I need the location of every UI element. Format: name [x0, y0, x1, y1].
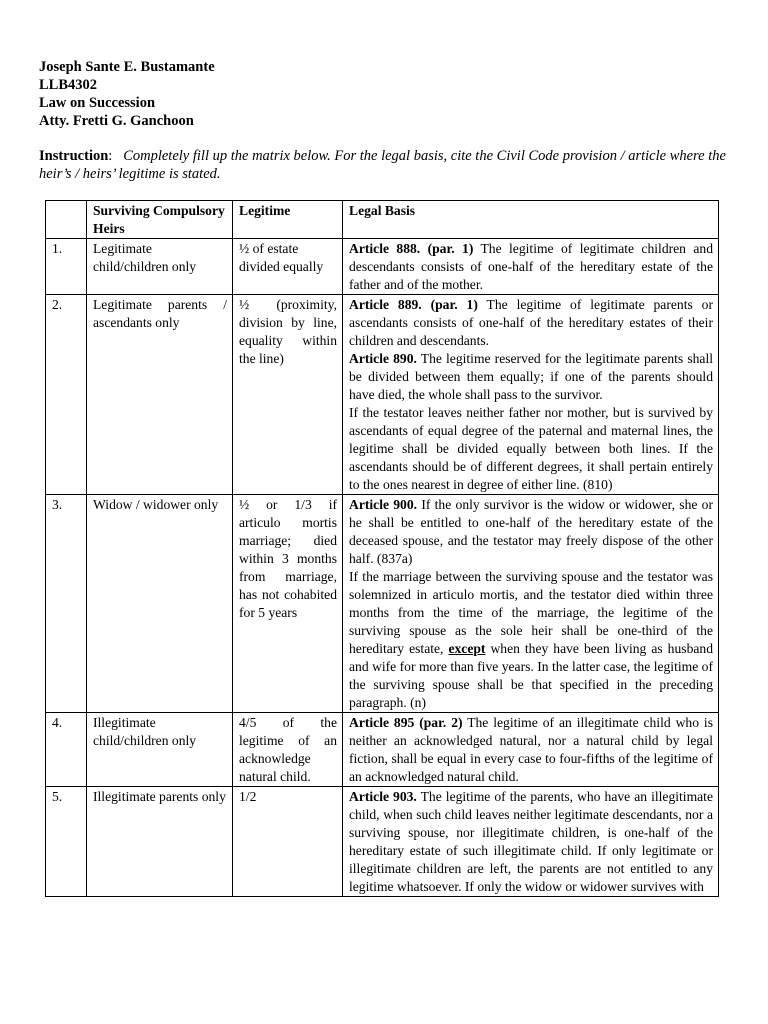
- professor-name: Atty. Fretti G. Ganchoon: [39, 113, 194, 129]
- article-text: The legitime of legitimate children and descendants consists of one-half of the hereditary estate of the father and of the mother.: [349, 241, 713, 292]
- table-header-row: [46, 201, 719, 239]
- article-citation: Article 889. (par. 1): [349, 297, 478, 312]
- article-text: If the testator leaves neither father nor mother, but is survived by ascendants of equal degree of the paternal and maternal lines, the legitime shall be divided equally between both lines. If the ascendants should be of different degrees, it shall pertain entirely to the ones nearest in degree of either line. (810): [349, 405, 713, 492]
- row-number: 5.: [46, 787, 87, 897]
- header-surviving-heirs: Surviving Compulsory Heirs: [87, 201, 233, 239]
- table-row: [46, 787, 719, 897]
- article-text: The legitime reserved for the legitimate parents shall be divided between them equally; if one of the parents should have died, the whole shall pass to the survivor.: [349, 351, 714, 402]
- legal-basis-cell: [343, 495, 719, 713]
- instruction-paragraph: [39, 147, 729, 183]
- row-number: 3.: [46, 495, 87, 713]
- course-title: Law on Succession: [39, 95, 156, 111]
- legitime-cell: ½ (proximity, division by line, equality within the line): [233, 295, 343, 495]
- basis-paragraph: [349, 568, 713, 712]
- heirs-cell: Illegitimate parents only: [87, 787, 233, 897]
- row-number: 4.: [46, 713, 87, 787]
- heirs-cell: Widow / widower only: [87, 495, 233, 713]
- legitime-cell: ½ or 1/3 if articulo mortis marriage; died within 3 months from marriage, has not cohabited for 5 years: [233, 495, 343, 713]
- instruction-colon: :: [108, 148, 113, 164]
- basis-paragraph: [349, 296, 713, 350]
- legal-basis-cell: [343, 713, 719, 787]
- except-emphasis: except: [448, 641, 486, 656]
- basis-paragraph: [349, 496, 713, 568]
- article-citation: Article 903.: [349, 789, 417, 804]
- legal-basis-cell: [343, 239, 719, 295]
- heirs-cell: Illegitimate child/children only: [87, 713, 233, 787]
- article-text: The legitime of legitimate parents or ascendants consists of one-half of the hereditary estates of their children and descendants.: [349, 297, 713, 348]
- course-code: LLB4302: [39, 77, 98, 93]
- article-citation: Article 895 (par. 2): [349, 715, 463, 730]
- document-header: [39, 58, 215, 130]
- basis-paragraph: [349, 350, 713, 404]
- instruction-label: Instruction: [39, 148, 109, 164]
- article-text: when they have been living as husband and wife for more than five years. In the latter case, the legitime of the surviving spouse shall be that specified in the preceding paragraph. (n): [349, 641, 713, 710]
- header-number: [46, 201, 87, 239]
- legal-basis-cell: [343, 295, 719, 495]
- article-citation: Article 890.: [349, 351, 417, 366]
- table-row: [46, 495, 719, 713]
- legitime-cell: 4/5 of the legitime of an acknowledge natural child.: [233, 713, 343, 787]
- student-name: Joseph Sante E. Bustamante: [39, 59, 215, 75]
- legitime-cell: 1/2: [233, 787, 343, 897]
- article-text: The legitime of an illegitimate child who is neither an acknowledged natural, nor a natural child by legal fiction, shall be equal in every case to four-fifths of the legitime of an acknowledged natural child.: [349, 715, 713, 784]
- article-text: If the only survivor is the widow or widower, she or he shall be entitled to one-half of the hereditary estate of the deceased spouse, and the testator may freely dispose of the other half. (837a): [349, 497, 714, 566]
- heirs-cell: Legitimate parents / ascendants only: [87, 295, 233, 495]
- legitime-matrix-table: [45, 200, 719, 897]
- header-legal-basis: Legal Basis: [343, 201, 719, 239]
- legal-basis-cell: [343, 787, 719, 897]
- article-text: The legitime of the parents, who have an illegitimate child, when such child leaves neither legitimate descendants, nor a surviving spouse, nor illegitimate children, is one-half of the hereditary estate of such illegitimate child. If only legitimate or illegitimate children are left, the parents are not entitled to any legitime whatsoever. If only the widow or widower survives with: [349, 789, 713, 894]
- instruction-text: Completely fill up the matrix below. For the legal basis, cite the Civil Code provision / article where the heir’s / heirs’ legitime is stated.: [39, 148, 726, 182]
- article-text: If the marriage between the surviving spouse and the testator was solemnized in articulo mortis, and the testator died within three months from the time of the marriage, the legitime of the surviving spouse as the sole heir shall be one-third of the hereditary estate,: [349, 569, 713, 656]
- row-number: 2.: [46, 295, 87, 495]
- heirs-cell: Legitimate child/children only: [87, 239, 233, 295]
- table-row: [46, 239, 719, 295]
- article-citation: Article 900.: [349, 497, 418, 512]
- article-citation: Article 888. (par. 1): [349, 241, 474, 256]
- legitime-cell: ½ of estate divided equally: [233, 239, 343, 295]
- header-legitime: Legitime: [233, 201, 343, 239]
- table-row: [46, 295, 719, 495]
- table-row: [46, 713, 719, 787]
- row-number: 1.: [46, 239, 87, 295]
- basis-paragraph: [349, 404, 713, 494]
